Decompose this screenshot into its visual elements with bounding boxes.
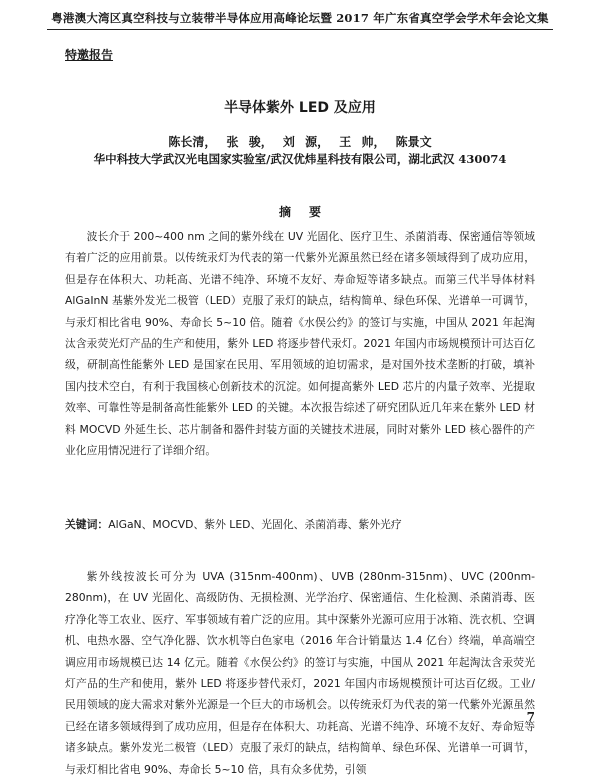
author-list: 陈长清， 张 骏， 刘 源， 王 帅， 陈景文	[168, 135, 432, 149]
running-header: 粤港澳大湾区真空科技与立装带半导体应用高峰论坛暨 2017 年广东省真空学会学术年会论文集	[47, 10, 553, 30]
keywords-label: 关键词：	[65, 518, 109, 531]
keywords-list: AlGaN、MOCVD、紫外 LED、光固化、杀菌消毒、紫外光疗	[108, 518, 402, 531]
abstract-heading: 摘要	[278, 205, 339, 219]
body-paragraph: 紫外线按波长可分为 UVA (315nm-400nm)、UVB (280nm-315nm)、UVC (200nm-280nm)，在 UV 光固化、高级防伪、无损检测、光学治疗、保密通信、生化检测、杀菌消毒、医疗净化等工农业、医疗、军事领域有着广泛的应用。其中深紫外光源可应用于冰箱、洗衣机、空调机、电热水器、空气净化器、饮水机等白色家电（2016 年合计销量达 1.4 亿台）终端，单高端空调应用市场规模已达 14 亿元。随着《水俣公约》的签订与实施，中国从 2021 年起淘汰含汞荧光灯产品的生产和使用，紫外 LED 将逐步替代汞灯，2021 年国内市场规模预计可达百亿级。工业/民用领域的庞大需求对紫外光源是一个巨大的市场机会。以传统汞灯为代表的第一代紫外光源虽然已经在诸多领域得到了成功应用，但是存在体积大、功耗高、光谱不纯净、环境不友好、寿命短等诸多缺点。紫外发光二极管（LED）克服了汞灯的缺点，结构简单、绿色环保、光谱单一可调节，与汞灯相比省电 90%、寿命长 5~10 倍，具有众多优势，引领	[65, 570, 535, 776]
page-number: 7	[526, 710, 535, 724]
abstract-paragraph: 波长介于 200~400 nm 之间的紫外线在 UV 光固化、医疗卫生、杀菌消毒、保密通信等领域有着广泛的应用前景。以传统汞灯为代表的第一代紫外光源虽然已经在诸多领域得到了成功应用，但是存在体积大、功耗高、光谱不纯净、环境不友好、寿命短等诸多缺点。而第三代半导体材料 AlGaInN 基紫外发光二极管（LED）克服了汞灯的缺点，结构简单、绿色环保、光谱单一可调节，与汞灯相比省电 90%、寿命长 5~10 倍。随着《水俣公约》的签订与实施，中国从 2021 年起淘汰含汞荧光灯产品的生产和使用，紫外 LED 将逐步替代汞灯。2021 年国内市场规模预计可达百亿级，研制高性能紫外 LED 是国家在民用、军用领域的迫切需求，是对国外技术垄断的打破，填补国内技术空白，有利于我国核心创新技术的沉淀。如何提高紫外 LED 芯片的内量子效率、光提取效率、可靠性等是制备高性能紫外 LED 的关键。本次报告综述了研究团队近几年来在紫外 LED 材料 MOCVD 外延生长、芯片制备和器件封装方面的关键技术进展，同时对紫外 LED 核心器件的产业化应用情况进行了详细介绍。	[65, 230, 535, 458]
affiliation: 华中科技大学武汉光电国家实验室/武汉优炜星科技有限公司，湖北武汉 430074	[93, 152, 507, 166]
paper-title: 半导体紫外 LED 及应用	[224, 100, 376, 116]
keywords	[65, 517, 535, 533]
section-label: 特邀报告	[65, 48, 114, 62]
